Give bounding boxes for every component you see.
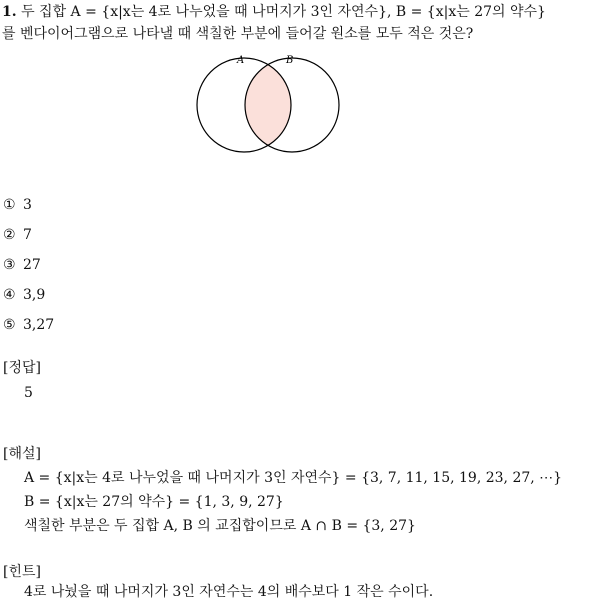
- venn-diagram: [188, 50, 348, 156]
- question-line-2: 를 벤다이어그램으로 나타낼 때 색칠한 부분에 들어갈 원소를 모두 적은 것은?: [2, 26, 474, 42]
- choice-marker: ④: [3, 287, 16, 303]
- explanation-line-2: B = {x|x는 27의 약수} = {1, 3, 9, 27}: [24, 494, 284, 510]
- hint-header: [힌트]: [3, 564, 41, 580]
- choice-5[interactable]: [3, 316, 54, 334]
- explanation-line-1: A = {x|x는 4로 나누었을 때 나머지가 3인 자연수} = {3, 7, 11, 15, 19, 23, 27, ⋯}: [24, 470, 563, 486]
- choice-text: 3: [23, 197, 32, 213]
- choice-2[interactable]: [3, 226, 32, 244]
- choice-text: 27: [23, 257, 41, 273]
- hint-text: 4로 나눴을 때 나머지가 3인 자연수는 4의 배수보다 1 작은 수이다.: [24, 584, 434, 600]
- venn-label-a: A: [237, 55, 245, 66]
- venn-label-b: B: [286, 55, 294, 66]
- question-line-1: [2, 2, 546, 22]
- choice-text: 3,9: [23, 287, 46, 303]
- choice-4[interactable]: [3, 286, 45, 304]
- choice-marker: ②: [3, 227, 16, 243]
- question-number: 1.: [2, 4, 17, 20]
- choice-text: 7: [23, 227, 32, 243]
- choice-1[interactable]: [3, 196, 32, 214]
- explanation-header: [해설]: [3, 446, 41, 462]
- answer-value: 5: [24, 385, 33, 401]
- choice-text: 3,27: [23, 317, 55, 333]
- choice-marker: ③: [3, 257, 16, 273]
- choice-marker: ⑤: [3, 317, 16, 333]
- choice-marker: ①: [3, 197, 16, 213]
- question-text-1: 두 집합 A = {x|x는 4로 나누었을 때 나머지가 3인 자연수}, B = {x|x는 27의 약수}: [21, 4, 546, 20]
- answer-header: [정답]: [3, 360, 41, 376]
- explanation-line-3: 색칠한 부분은 두 집합 A, B 의 교집합이므로 A ∩ B = {3, 27}: [24, 518, 416, 534]
- choice-3[interactable]: [3, 256, 41, 274]
